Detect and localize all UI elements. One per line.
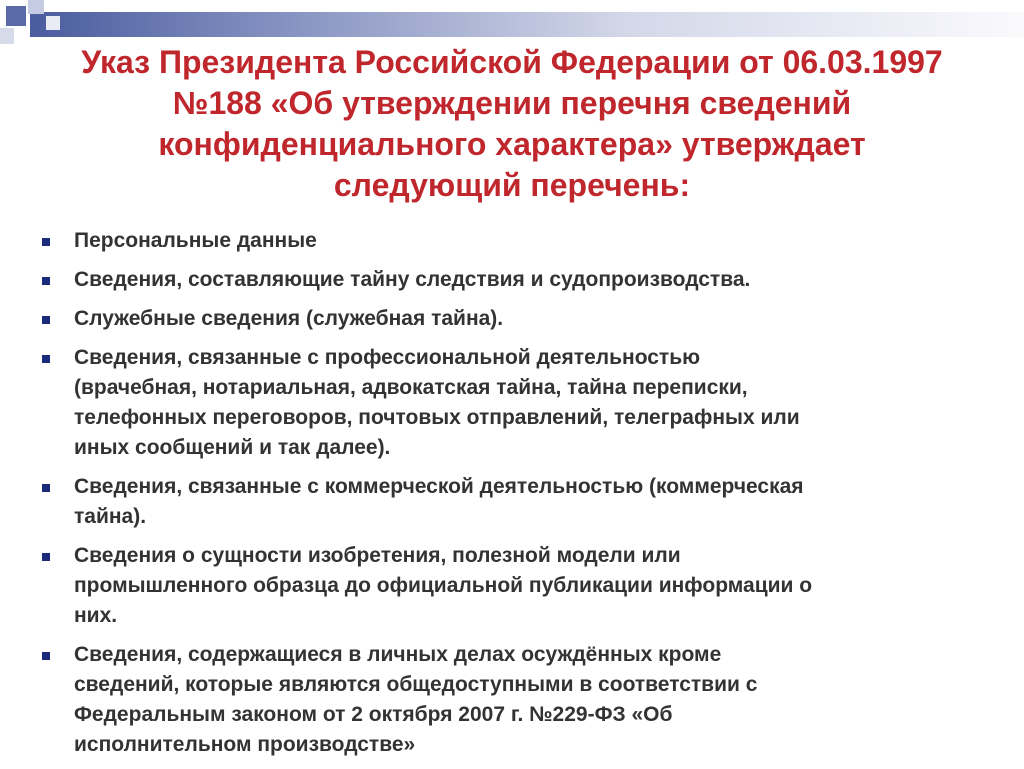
list-item-line: исполнительном производстве» [74,733,416,756]
square-bullet-icon [42,553,50,561]
info-list [40,226,990,769]
list-item [40,265,990,295]
decor-square [6,6,26,26]
list-item-line: Сведения, связанные с коммерческой деятельностью (коммерческая [74,475,804,498]
list-item-line: иных сообщений и так далее). [74,436,391,459]
list-item [40,472,990,532]
title-line: Указ Президента Российской Федерации от 06.03.1997 [81,44,943,80]
list-item-line: Служебные сведения (служебная тайна). [74,307,504,330]
list-item-line: них. [74,604,118,627]
list-item-line: Персональные данные [74,229,317,252]
square-bullet-icon [42,652,50,660]
decor-square [46,16,60,30]
list-item-line: Сведения о сущности изобретения, полезной модели или [74,544,681,567]
list-item [40,304,990,334]
square-bullet-icon [42,277,50,285]
slide-title [40,42,984,206]
list-item-line: Сведения, составляющие тайну следствия и судопроизводства. [74,268,751,291]
list-item-line: Федеральным законом от 2 октября 2007 г. №229-ФЗ «Об [74,703,673,726]
title-line: конфиденциального характера» утверждает [158,126,866,162]
title-line: №188 «Об утверждении перечня сведений [172,85,852,121]
decor-square [0,28,14,44]
list-item [40,226,990,256]
list-item-line: Сведения, содержащиеся в личных делах осуждённых кроме [74,643,722,666]
square-bullet-icon [42,238,50,246]
list-item-line: промышленного образца до официальной публикации информации о [74,574,813,597]
title-line: следующий перечень: [333,167,691,203]
list-item-line: тайна). [74,505,147,528]
list-item-line: Сведения, связанные с профессиональной деятельностью [74,346,701,369]
list-item-line: сведений, которые являются общедоступными в соответствии с [74,673,758,696]
list-item [40,640,990,760]
square-bullet-icon [42,484,50,492]
square-bullet-icon [42,355,50,363]
header-gradient-bar [30,12,1024,37]
list-item-line: телефонных переговоров, почтовых отправлений, телеграфных или [74,406,800,429]
list-item [40,541,990,631]
decor-square [28,0,44,14]
list-item [40,343,990,463]
square-bullet-icon [42,316,50,324]
list-item-line: (врачебная, нотариальная, адвокатская тайна, тайна переписки, [74,376,748,399]
